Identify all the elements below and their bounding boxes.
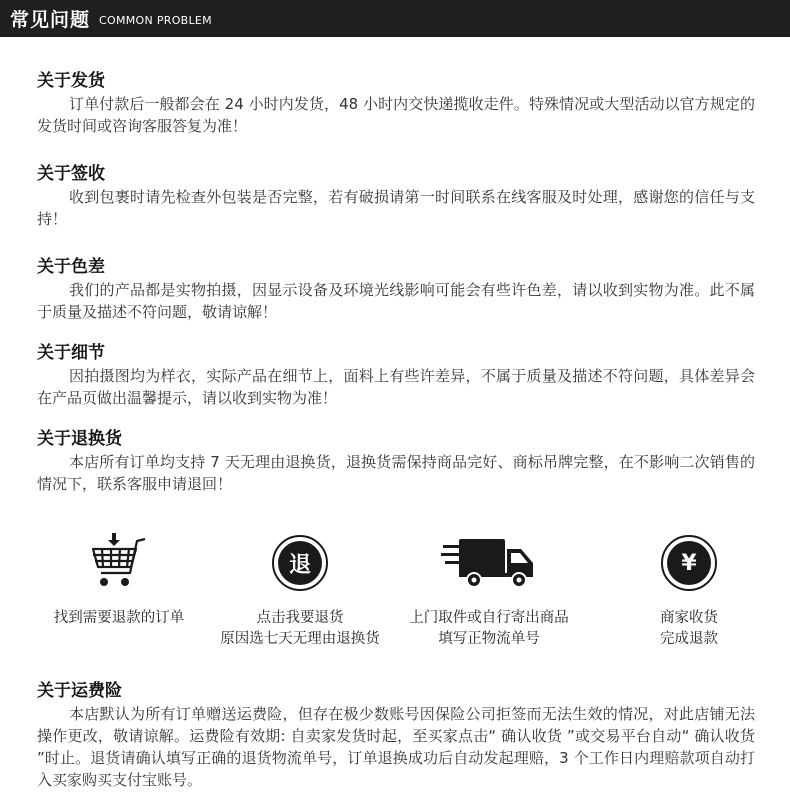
page-header (0, 0, 790, 37)
delivery-truck-icon (441, 535, 537, 591)
step-ship-back (394, 532, 584, 650)
step-caption-line1: 上门取件或自行寄出商品 (409, 610, 569, 626)
step-caption-line1: 点击我要退货 (256, 610, 344, 626)
step-caption-line2: 完成退款 (660, 631, 718, 647)
step-caption-line1: 找到需要退款的订单 (53, 610, 185, 626)
step-caption-line2: 原因选七天无理由退换货 (220, 631, 380, 647)
section-title: 关于细节 (37, 343, 105, 363)
step-refund-complete (594, 532, 784, 650)
section-title: 关于退换货 (37, 429, 122, 449)
section-body: 我们的产品都是实物拍摄，因显示设备及环境光线影响可能会有些许色差，请以收到实物为准。此不属于质量及描述不符问题，敬请谅解！ (37, 281, 755, 321)
return-steps (0, 532, 790, 652)
section-body: 本店所有订单均支持 7 天无理由退换货，退换货需保持商品完好、商标吊牌完整，在不影响二次销售的情况下，联系客服申请退回！ (37, 453, 755, 493)
section-returns (37, 428, 755, 495)
section-title: 关于发货 (37, 71, 105, 91)
step-request-return (205, 532, 395, 650)
step-find-order (24, 532, 214, 629)
header-subtitle: COMMON PROBLEM (99, 14, 212, 27)
shopping-cart-icon (87, 533, 151, 593)
section-title: 关于色差 (37, 257, 105, 277)
header-title: 常见问题 (10, 9, 91, 31)
step-caption-line2: 填写正物流单号 (438, 631, 540, 647)
section-body: 收到包裹时请先检查外包装是否完整，若有破损请第一时间联系在线客服及时处理，感谢您的信任与支持！ (37, 188, 755, 228)
section-body: 因拍摄图均为样衣，实际产品在细节上，面料上有些许差异，不属于质量及描述不符问题，具体差异会在产品页做出温馨提示，请以收到实物为准！ (37, 367, 755, 407)
step-caption-line1: 商家收货 (660, 610, 718, 626)
refund-glyph: 退 (288, 552, 311, 578)
section-shipping (37, 70, 755, 137)
section-title: 关于签收 (37, 164, 105, 184)
section-insurance (37, 680, 755, 791)
section-receipt (37, 163, 755, 230)
section-detail (37, 342, 755, 409)
section-body: 本店默认为所有订单赠送运费险，但存在极少数账号因保险公司拒签而无法生效的情况，对此店铺无法操作更改，敬请谅解。运费险有效期: 自卖家发货时起，至买家点击“ 确认收货 ”或交易平台自动“ 确认收货 ”时止。退货请确认填写正确的退货物流单号，订单退换成功后自动发起理赔，3 个工作日内理赔款项自动打入买家购买支付宝账号。 (37, 705, 755, 789)
section-title: 关于运费险 (37, 681, 122, 701)
section-body: 订单付款后一般都会在 24 小时内发货，48 小时内交快递揽收走件。特殊情况或大型活动以官方规定的发货时间或咨询客服答复为准！ (37, 95, 755, 135)
yuan-glyph: ¥ (681, 550, 697, 576)
refund-badge-icon (272, 535, 328, 591)
yuan-coin-icon (661, 535, 717, 591)
section-color (37, 256, 755, 323)
